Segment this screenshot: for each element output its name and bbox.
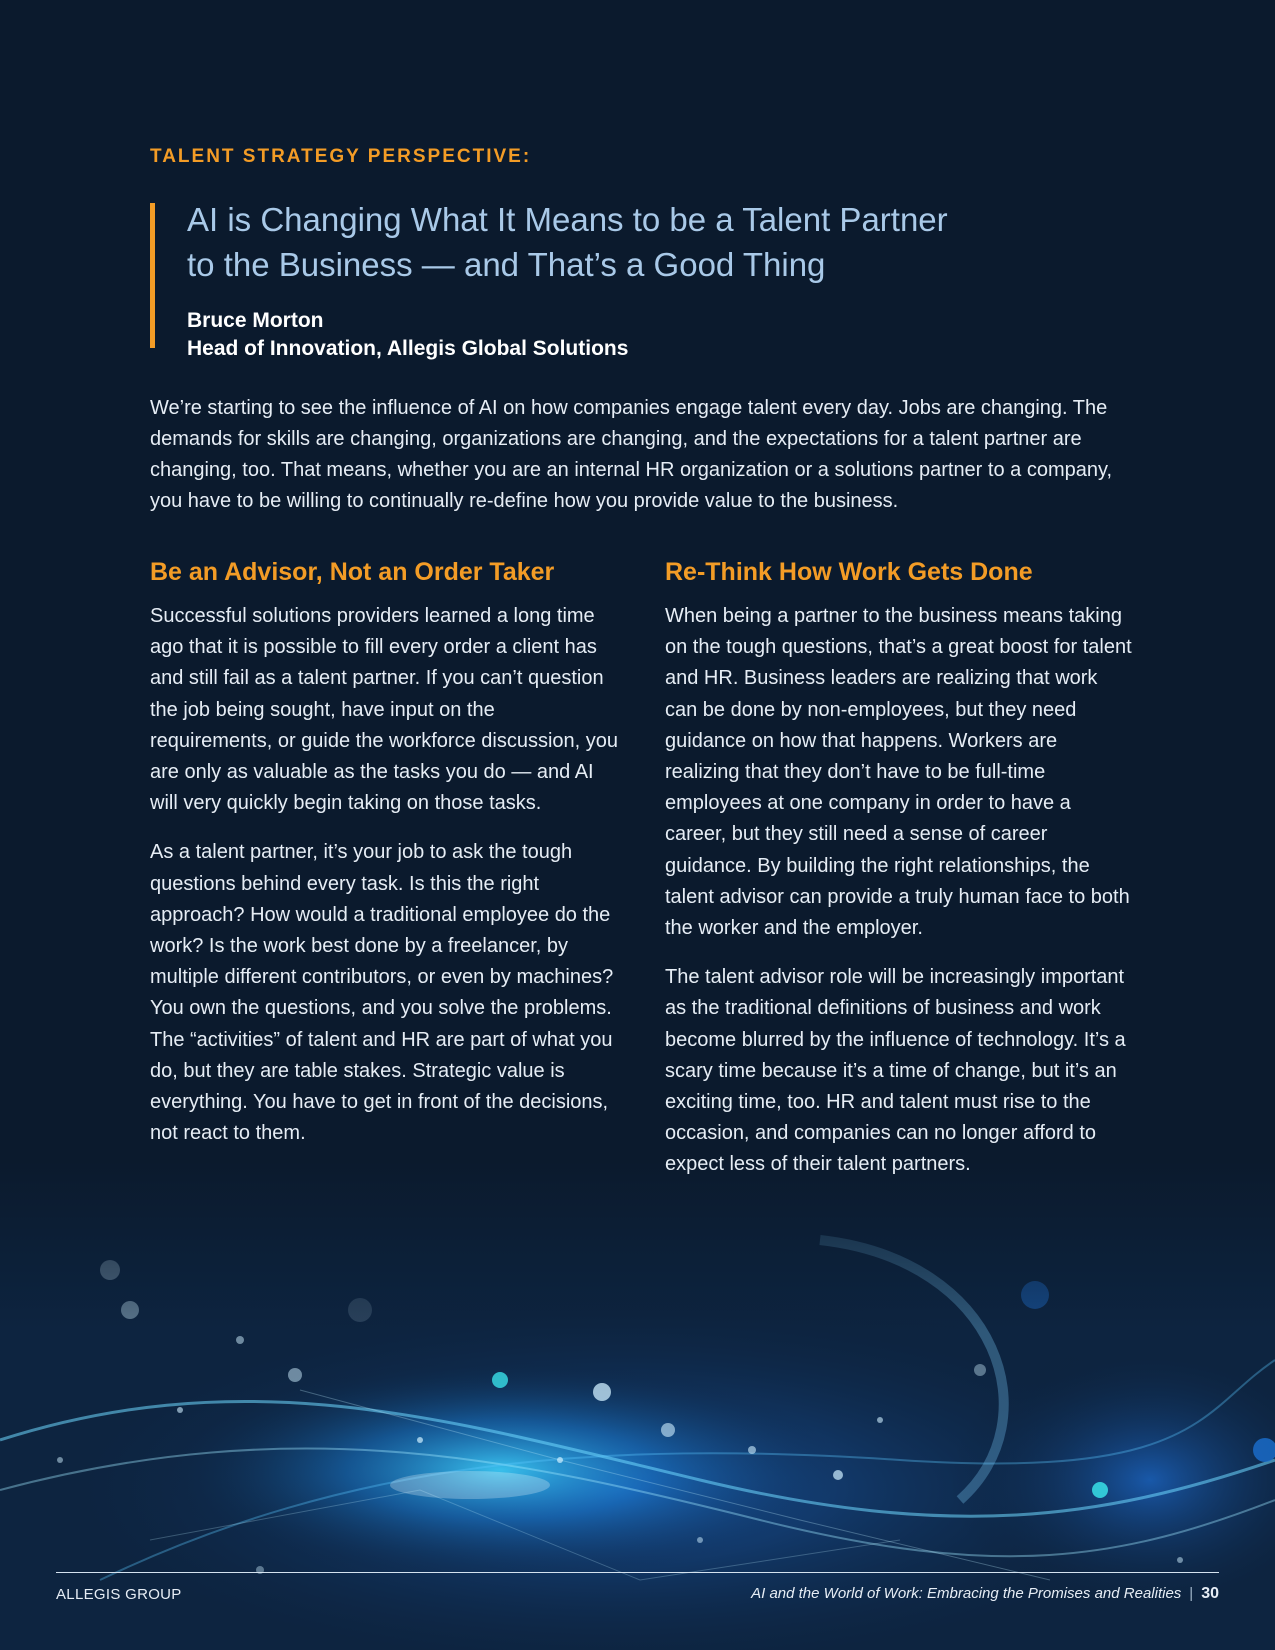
right-paragraph-2: The talent advisor role will be increasingly important as the traditional definitions of business and work become blurred by the influence of technology. It’s a scary time because it’s a time of change, but it’s an exciting time, too. HR and talent must rise to the occasion, and companies can no longer afford to expect less of their talent partners. xyxy=(665,966,1126,1176)
left-column xyxy=(150,555,620,1167)
footer-publication-info xyxy=(751,1585,1219,1603)
page-number: 30 xyxy=(1201,1585,1219,1602)
section-kicker: TALENT STRATEGY PERSPECTIVE: xyxy=(150,146,532,167)
right-column xyxy=(665,555,1135,1199)
left-paragraph-1: Successful solutions providers learned a long time ago that it is possible to fill every order a client has and still fail as a talent partner. If you can’t question the job being sought, have input on the requirements, or guide the workforce discussion, you are only as valuable as the tasks you do — and AI will very quickly begin taking on those tasks. xyxy=(150,605,619,815)
author-role: Head of Innovation, Allegis Global Solutions xyxy=(187,337,629,360)
author-byline xyxy=(187,307,1147,363)
footer-divider xyxy=(56,1572,1219,1573)
left-heading: Be an Advisor, Not an Order Taker xyxy=(150,558,555,586)
abstract-network-illustration xyxy=(0,1160,1275,1650)
publication-title: AI and the World of Work: Embracing the Promises and Realities xyxy=(751,1585,1182,1602)
right-paragraph-1: When being a partner to the business means taking on the tough questions, that’s a great boost for talent and HR. Business leaders are realizing that work can be done by non-employees, but they need guidance on how that happens. Workers are realizing that they don’t have to be full-time employees at one company in order to have a career, but they still need a sense of career guidance. By building the right relationships, the talent advisor can provide a truly human face to both the worker and the employer. xyxy=(665,605,1132,940)
footer-separator: | xyxy=(1189,1585,1194,1602)
intro-paragraph: We’re starting to see the influence of AI on how companies engage talent every day. Jobs are changing. The demands for skills are changing, organizations are changing, and the expectations for a talent partner are changing, too. That means, whether you are an internal HR organization or a solutions partner to a company, you have to be willing to continually re-define how you provide value to the business. xyxy=(150,397,1113,512)
footer-brand: ALLEGIS GROUP xyxy=(56,1586,182,1603)
title-block xyxy=(150,201,1147,360)
left-paragraph-2: As a talent partner, it’s your job to ask the tough questions behind every task. Is this the right approach? How would a traditional employee do the work? Is the work best done by a freelancer, by multiple different contributors, or even by machines? You own the questions, and you solve the problems. The “activities” of talent and HR are part of what you do, but they are table stakes. Strategic value is everything. You have to get in front of the decisions, not react to them. xyxy=(150,841,614,1145)
title-line-1: AI is Changing What It Means to be a Talent Partner xyxy=(187,201,948,238)
right-heading: Re-Think How Work Gets Done xyxy=(665,558,1033,586)
title-line-2: to the Business — and That’s a Good Thing xyxy=(187,246,826,283)
article-title xyxy=(187,197,1147,287)
author-name: Bruce Morton xyxy=(187,309,324,332)
